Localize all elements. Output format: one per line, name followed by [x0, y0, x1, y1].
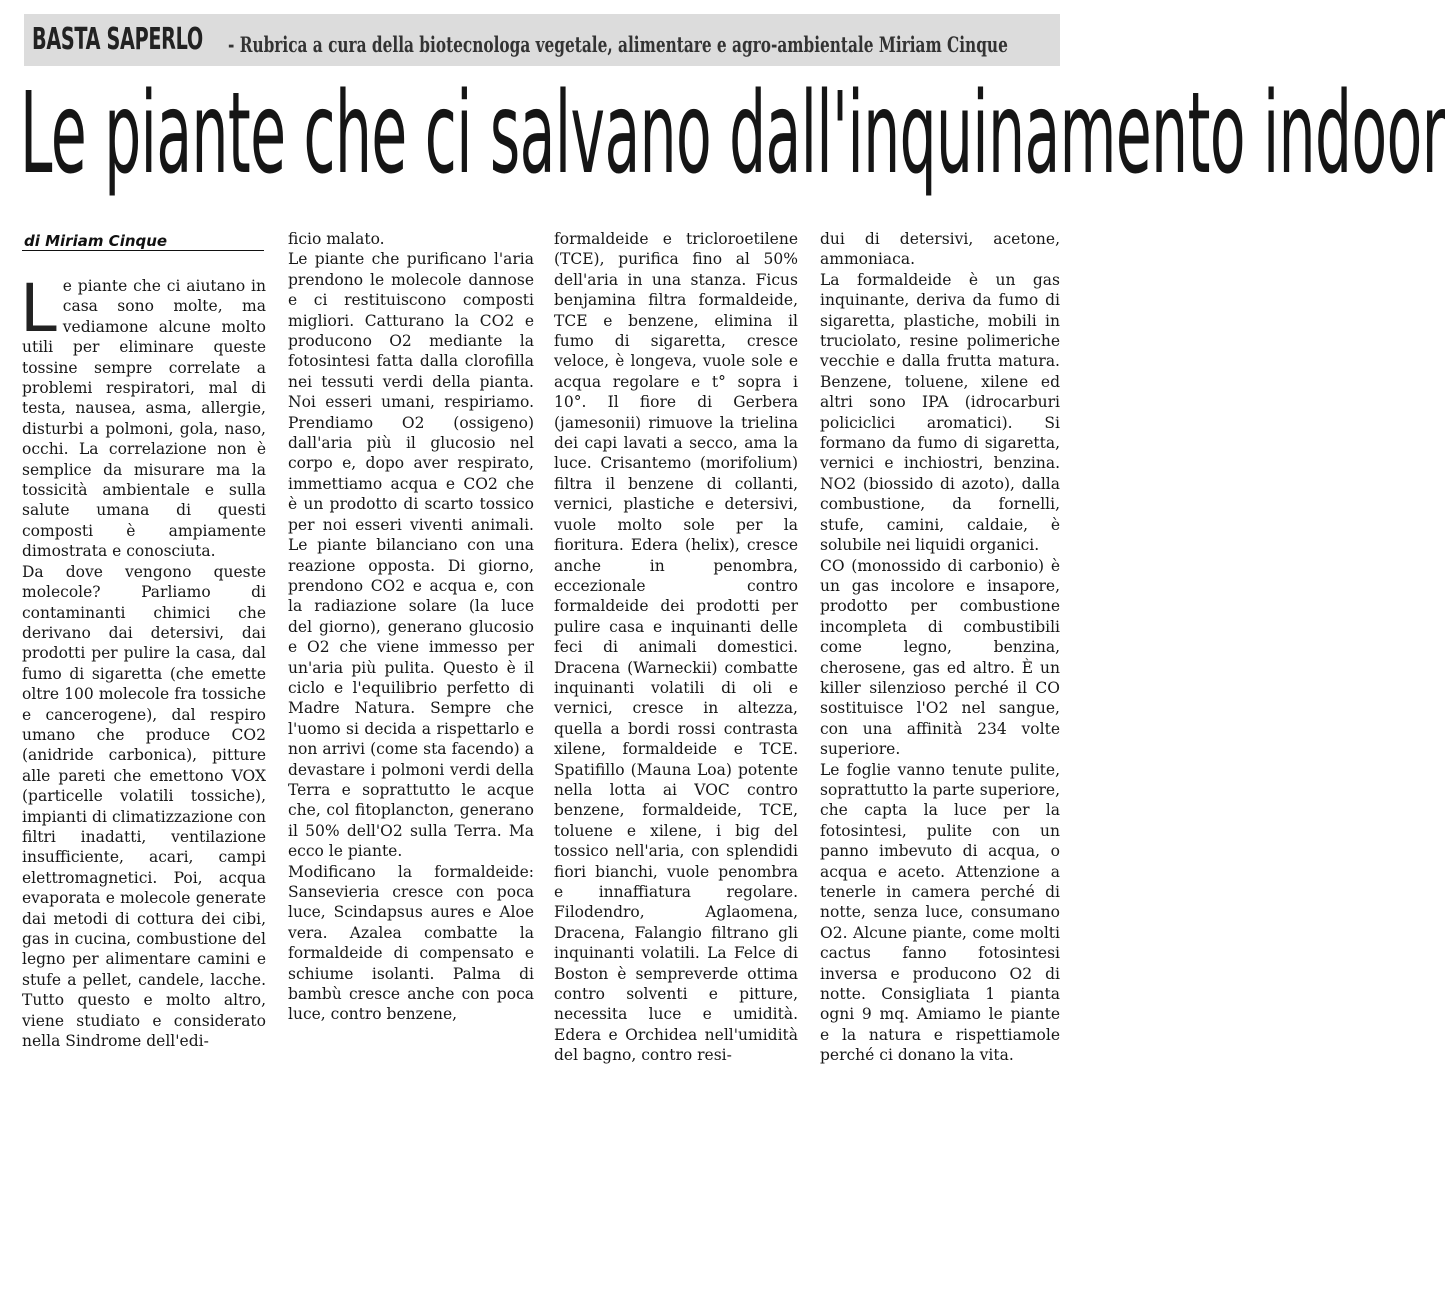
byline-rule	[22, 250, 264, 251]
article-title: Le piante che ci salvano dall'inquinamento indoor	[20, 69, 1445, 199]
paragraph: Modificano la formaldeide: Sansevieria cresce con poca luce, Scindapsus aures e Aloe vera. Azalea combatte la formaldeide di compensato e schiume isolanti. Palma di bambù cresce anche con poca luce, contro benzene,	[288, 862, 534, 1024]
paragraph: Le piante che purificano l'aria prendono le molecole dannose e ci restituiscono composti migliori. Catturano la CO2 e producono O2 mediante la fotosintesi fatta dalla clorofilla nei tessuti verdi della pianta. Noi esseri umani, respiriamo. Prendiamo O2 (ossigeno) dall'aria più il glucosio nel corpo e, dopo aver respirato, immettiamo acqua e CO2 che è un prodotto di scarto tossico per noi esseri viventi animali. Le piante bilanciano con una reazione opposta. Di giorno, prendono CO2 e acqua e, con la radiazione solare (la luce del giorno), generano glucosio e O2 che viene immesso per un'aria più pulita. Questo è il ciclo e l'equilibrio perfetto di Madre Natura. Sempre che l'uomo si decida a rispettarlo e non arrivi (come sta facendo) a devastare i polmoni verdi della Terra e soprattutto le acque che, col fitoplancton, generano il 50% dell'O2 sulla Terra. Ma ecco le piante.	[288, 250, 534, 861]
rubric-subtitle: - Rubrica a cura della biotecnologa vegetale, alimentare e agro-ambientale Miriam Cinque	[228, 32, 1008, 57]
article-column-3	[554, 229, 798, 1066]
paragraph-text: e piante che ci aiutano in casa sono molte, ma vediamone alcune molto utili per eliminare queste tossine sempre correlate a problemi respiratori, mal di testa, nausea, asma, allergie, disturbi a polmoni, gola, naso, occhi. La correlazione non è semplice da misurare ma la tossicità ambientale e sulla salute umana di questi composti è ampiamente dimostrata e conosciuta.	[22, 277, 266, 561]
drop-cap: L	[20, 270, 57, 347]
paragraph: Le foglie vanno tenute pulite, soprattutto la parte superiore, che capta la luce per la fotosintesi, pulite con un panno imbevuto di acqua, o acqua e aceto. Attenzione a tenerle in camera perché di notte, senza luce, consumano O2. Alcune piante, come molti cactus fanno fotosintesi inversa e producono O2 di notte. Consigliata 1 pianta ogni 9 mq. Amiamo le piante e la natura e rispettiamole perché ci donano la vita.	[820, 760, 1060, 1065]
paragraph: formaldeide e tricloroetilene (TCE), purifica fino al 50% dell'aria in una stanza. Ficus benjamina filtra formaldeide, TCE e benzene, elimina il fumo di sigaretta, cresce veloce, è longeva, vuole sole e acqua regolare e t° sopra i 10°. Il fiore di Gerbera (jamesonii) rimuove la trielina dei capi lavati a secco, ama la luce. Crisantemo (morifolium) filtra il benzene di collanti, vernici, plastiche e detersivi, vuole molto sole per la fioritura. Edera (helix), cresce anche in penombra, eccezionale contro formaldeide dei prodotti per pulire casa e inquinanti delle feci di animali domestici. Dracena (Warneckii) combatte inquinanti volatili di oli e vernici, cresce in altezza, quella a bordi rossi contrasta xilene, formaldeide e TCE. Spatifillo (Mauna Loa) potente nella lotta ai VOC contro benzene, formaldeide, TCE, toluene e xilene, i big del tossico nell'aria, con splendidi fiori bianchi, vuole penombra e innaffiatura regolare. Filodendro, Aglaomena, Dracena, Falangio filtrano gli inquinanti volatili. La Felce di Boston è sempreverde ottima contro solventi e pitture, necessita luce e umidità. Edera e Orchidea nell'umidità del bagno, contro resi-	[554, 230, 798, 1065]
paragraph: Da dove vengono queste molecole? Parliamo di contaminanti chimici che derivano dai detersivi, dai prodotti per pulire la casa, dal fumo di sigaretta (che emette oltre 100 molecole fra tossiche e cancerogene), dal respiro umano che produce CO2 (anidride carbonica), pitture alle pareti che emettono VOX (particelle volatili tossiche), impianti di climatizzazione con filtri inadatti, ventilazione insufficiente, acari, campi elettromagnetici. Poi, acqua evaporata e molecole generate dai metodi di cottura dei cibi, gas in cucina, combustione del legno per alimentare camini e stufe a pellet, candele, lacche. Tutto questo e molto altro, viene studiato e considerato nella Sindrome dell'edi-	[22, 562, 266, 1051]
article-column-1	[20, 270, 266, 1051]
paragraph: ficio malato.	[288, 230, 385, 248]
paragraph: CO (monossido di carbonio) è un gas incolore e insapore, prodotto per combustione incompleta di combustibili come legno, benzina, cherosene, gas ed altro. È un killer silenzioso perché il CO sostituisce l'O2 nel sangue, con una affinità 234 volte superiore.	[820, 556, 1060, 759]
article-column-2	[288, 229, 534, 1025]
paragraph	[20, 270, 266, 562]
article-column-4	[820, 229, 1060, 1066]
byline: di Miriam Cinque	[24, 232, 168, 250]
rubric-name: BASTA SAPERLO	[32, 22, 203, 57]
paragraph: La formaldeide è un gas inquinante, deriva da fumo di sigaretta, plastiche, mobili in truciolato, resine polimeriche vecchie e dalla frutta matura. Benzene, toluene, xilene ed altri sono IPA (idrocarburi policiclici aromatici). Si formano da fumo di sigaretta, vernici e inchiostri, benzina. NO2 (biossido di azoto), dalla combustione, da fornelli, stufe, camini, caldaie, è solubile nei liquidi organici.	[820, 270, 1060, 555]
paragraph: dui di detersivi, acetone, ammoniaca.	[820, 230, 1060, 269]
